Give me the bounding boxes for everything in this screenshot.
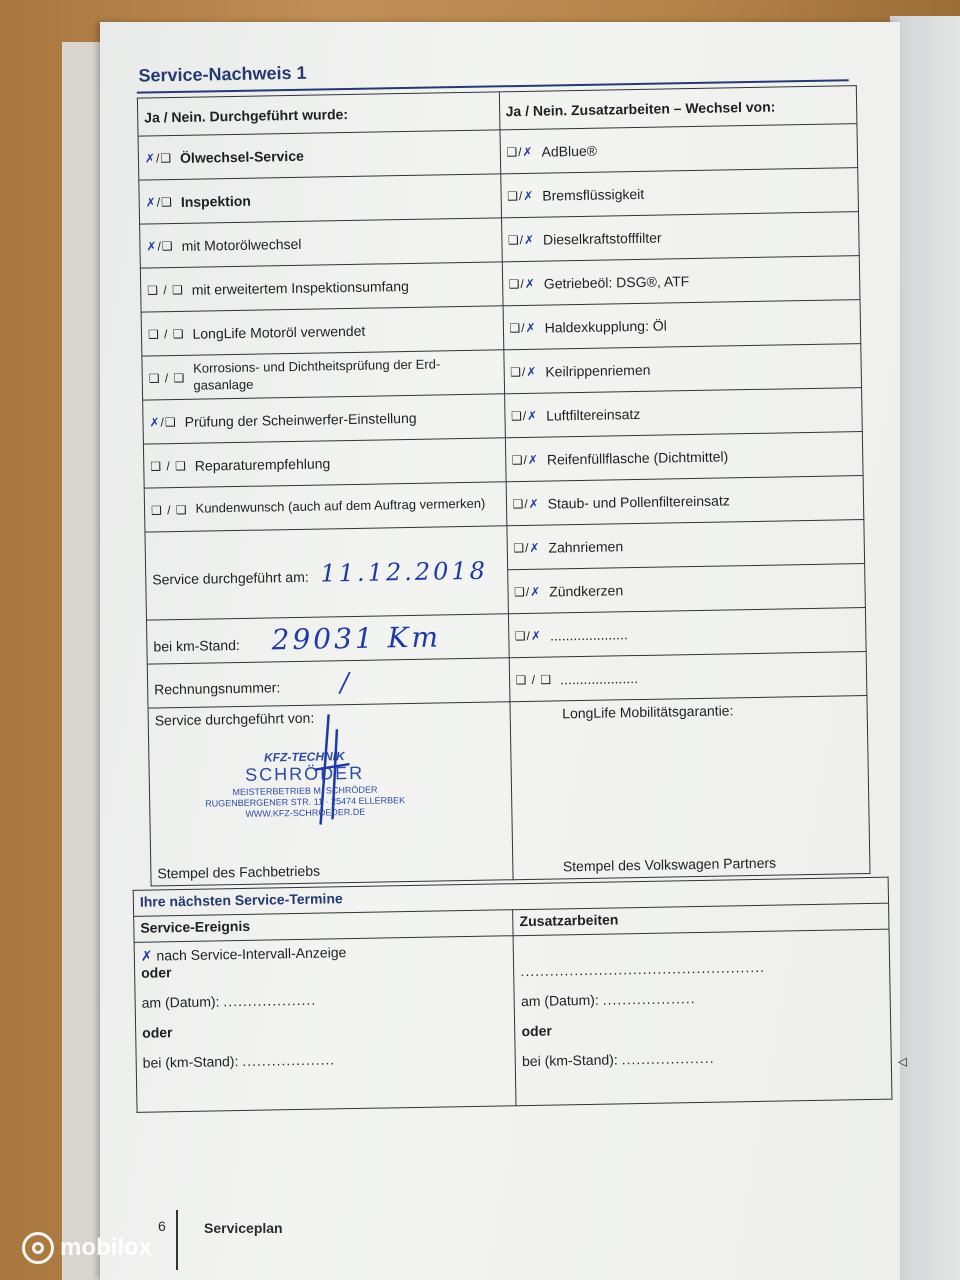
yes-no-checkbox[interactable]: ✗/❑ (146, 238, 174, 254)
item-label: Dieselkraftstofffilter (542, 229, 662, 248)
left-row-1 (138, 130, 500, 180)
yes-no-checkbox[interactable]: ❑ / ❑ (150, 502, 188, 517)
service-date-cell (145, 526, 508, 620)
item-label: Ölwechsel-Service (179, 147, 304, 166)
left-row-6 (142, 350, 504, 400)
left-row-4 (140, 262, 502, 312)
service-record-sheet (118, 35, 908, 1248)
right-row-10 (506, 520, 864, 570)
km-next-label: bei (km-Stand): (521, 1051, 618, 1070)
yes-no-checkbox[interactable]: ❑/✗ (508, 276, 536, 291)
invoice-slash: / (339, 667, 353, 698)
km-handwritten: 29031 Km (271, 620, 442, 657)
right-column-header: Ja / Nein. Zusatzarbeiten – Wechsel von: (499, 86, 857, 130)
checkmark-icon: ✗ (144, 150, 157, 166)
checkmark-icon: ✗ (523, 232, 536, 247)
yes-no-checkbox[interactable]: ❑ / ❑ (147, 282, 184, 298)
km-next-label: bei (km-Stand): (142, 1053, 239, 1071)
checkmark-icon: ✗ (524, 276, 536, 291)
next-service-title: Ihre nächsten Service-Termine (133, 877, 888, 916)
date-label: am (Datum): (520, 991, 599, 1010)
checkmark-icon: ✗ (523, 188, 535, 203)
footer-section: Serviceplan (204, 1220, 283, 1236)
yes-no-checkbox[interactable]: ❑/✗ (511, 452, 540, 467)
watermark-text: mobilox (60, 1234, 153, 1261)
stamp-line-5: WWW.KFZ-SCHROEDER.DE (245, 806, 366, 819)
date-dots: ................... (223, 991, 317, 1010)
item-label: Reifenfüllflasche (Dichtmittel) (546, 447, 729, 468)
date-label: am (Datum): (141, 993, 220, 1011)
yes-no-checkbox[interactable]: ❑/✗ (509, 320, 537, 335)
checkmark-icon: ✗ (527, 452, 540, 467)
checkmark-icon: ✗ (525, 320, 537, 335)
right-row-4 (502, 256, 860, 306)
checkmark-icon: ✗ (526, 408, 539, 423)
yes-no-checkbox[interactable]: ❑/✗ (510, 364, 538, 379)
left-column-header: Ja / Nein. Durchgeführt wurde: (137, 92, 499, 136)
item-label: mit erweitertem Inspektionsumfang (191, 277, 409, 298)
km-dots: ................... (242, 1051, 336, 1069)
service-event-cell (134, 936, 516, 1113)
item-label: .................... (549, 625, 628, 644)
item-label: Reparaturempfehlung (194, 454, 331, 474)
right-row-2 (500, 168, 858, 218)
checkmark-icon: ✗ (528, 496, 540, 511)
km-cell (146, 614, 508, 664)
checkmark-icon: ✗ (140, 948, 153, 965)
stamp-right-label: Stempel des Volkswagen Partners (562, 854, 777, 875)
yes-no-checkbox[interactable]: ❑ / ❑ (515, 672, 553, 687)
item-label: Staub- und Pollenfiltereinsatz (547, 491, 730, 512)
item-label: Zahnriemen (548, 537, 624, 556)
right-row-1 (500, 124, 858, 174)
yes-no-checkbox[interactable]: ❑/✗ (514, 628, 543, 643)
additional-dots: .................................................. (520, 958, 766, 980)
performed-by-cell (148, 702, 513, 886)
item-label: Korrosions- und Dichtheitsprüfung der Erd-gasanlage (193, 356, 441, 393)
oder-label: oder (141, 964, 172, 981)
yes-no-checkbox[interactable]: ❑/✗ (513, 584, 542, 599)
item-label: Zündkerzen (549, 581, 624, 600)
item-label: Haldexkupplung: Öl (544, 316, 667, 336)
right-row-9 (506, 476, 864, 526)
right-row-12 (508, 608, 866, 658)
left-row-7 (143, 394, 505, 444)
triangle-icon: ◁ (897, 1054, 908, 1069)
service-date-label: Service durchgeführt am: (152, 568, 309, 587)
checkmark-icon: ✗ (530, 628, 543, 643)
stamp-line-2: SCHRÖDER (245, 763, 365, 786)
right-row-3 (501, 212, 859, 262)
mobilox-logo-icon (22, 1232, 54, 1264)
yes-no-checkbox[interactable]: ❑/✗ (512, 496, 540, 511)
yes-no-checkbox[interactable]: ✗/❑ (144, 150, 173, 166)
left-row-2 (139, 174, 501, 224)
footer-divider (176, 1210, 178, 1270)
right-row-7 (504, 388, 862, 438)
left-row-5 (141, 306, 503, 356)
item-label: Luftfiltereinsatz (546, 405, 641, 424)
oder-label: oder (142, 1024, 173, 1041)
km-label: bei km-Stand: (153, 636, 240, 655)
checkmark-icon: ✗ (526, 364, 538, 379)
yes-no-checkbox[interactable]: ✗/❑ (145, 194, 173, 210)
additional-work-cell (513, 929, 892, 1106)
watermark (22, 1232, 152, 1264)
item-label: Prüfung der Scheinwerfer-Einstellung (184, 409, 417, 430)
yes-no-checkbox[interactable]: ✗/❑ (149, 414, 177, 430)
service-record-table (137, 85, 871, 886)
facing-page (890, 16, 960, 1280)
page-title: Service-Nachweis 1 (138, 62, 307, 86)
invoice-cell (147, 658, 509, 708)
km-dots: ................... (621, 1049, 715, 1068)
checkmark-icon: ✗ (149, 414, 161, 430)
underlying-page (62, 42, 102, 1280)
yes-no-checkbox[interactable]: ❑/✗ (513, 540, 541, 555)
yes-no-checkbox[interactable]: ❑/✗ (507, 188, 535, 203)
page-number: 6 (158, 1218, 166, 1234)
right-row-5 (503, 300, 861, 350)
guarantee-cell (509, 696, 870, 880)
item-label: Bremsflüssigkeit (542, 185, 645, 204)
col-service-event: Service-Ereignis (134, 910, 514, 943)
workshop-stamp (199, 748, 410, 820)
checkmark-icon: ✗ (145, 194, 157, 210)
service-date-handwritten: 11.12.2018 (320, 556, 489, 588)
left-row-3 (140, 218, 502, 268)
stamp-line-4: RUGENBERGENER STR. 11 · 25474 ELLERBEK (205, 794, 406, 809)
item-label: LongLife Motoröl verwendet (192, 322, 366, 342)
yes-no-checkbox[interactable]: ❑ / ❑ (147, 326, 185, 342)
yes-no-checkbox[interactable]: ❑/✗ (507, 232, 536, 247)
right-row-11 (507, 564, 865, 614)
item-label: Keilrippenriemen (545, 361, 651, 380)
yes-no-checkbox[interactable]: ❑ / ❑ (150, 458, 187, 473)
right-row-13 (509, 652, 867, 702)
item-label: Inspektion (180, 192, 251, 210)
item-label: .................... (559, 669, 639, 687)
item-label: Getriebeöl: DSG®, ATF (543, 272, 690, 292)
item-label: mit Motorölwechsel (181, 235, 302, 254)
yes-no-checkbox[interactable]: ❑/✗ (510, 408, 539, 423)
guarantee-label: LongLife Mobilitätsgarantie: (562, 702, 734, 722)
stamp-line-1: KFZ-TECHNIK (263, 749, 345, 765)
yes-no-checkbox[interactable]: ❑ / ❑ (148, 370, 186, 386)
stamp-line-3: MEISTERBETRIEB M. SCHRÖDER (232, 784, 378, 798)
item-label: Kundenwunsch (auch auf dem Auftrag vermerken) (195, 496, 486, 517)
performed-by-label: Service durchgeführt von: (154, 709, 315, 729)
left-row-9 (144, 482, 506, 532)
invoice-label: Rechnungsnummer: (154, 678, 281, 697)
signature-icon (309, 709, 371, 830)
yes-no-checkbox[interactable]: ❑/✗ (506, 144, 534, 159)
date-dots: ................... (602, 990, 696, 1008)
stamp-left-label: Stempel des Fachbetriebs (157, 862, 321, 882)
interval-label: nach Service-Intervall-Anzeige (156, 944, 347, 964)
checkmark-icon: ✗ (530, 584, 542, 599)
item-label: AdBlue® (541, 142, 598, 160)
right-row-8 (505, 432, 863, 482)
checkmark-icon: ✗ (146, 238, 158, 254)
checkmark-icon: ✗ (529, 540, 541, 555)
next-service-table (133, 877, 893, 1113)
checkmark-icon: ✗ (522, 144, 534, 159)
right-row-6 (503, 344, 861, 394)
col-additional-work: Zusatzarbeiten (513, 903, 889, 936)
left-row-8 (143, 438, 505, 488)
oder-label: oder (521, 1022, 552, 1040)
